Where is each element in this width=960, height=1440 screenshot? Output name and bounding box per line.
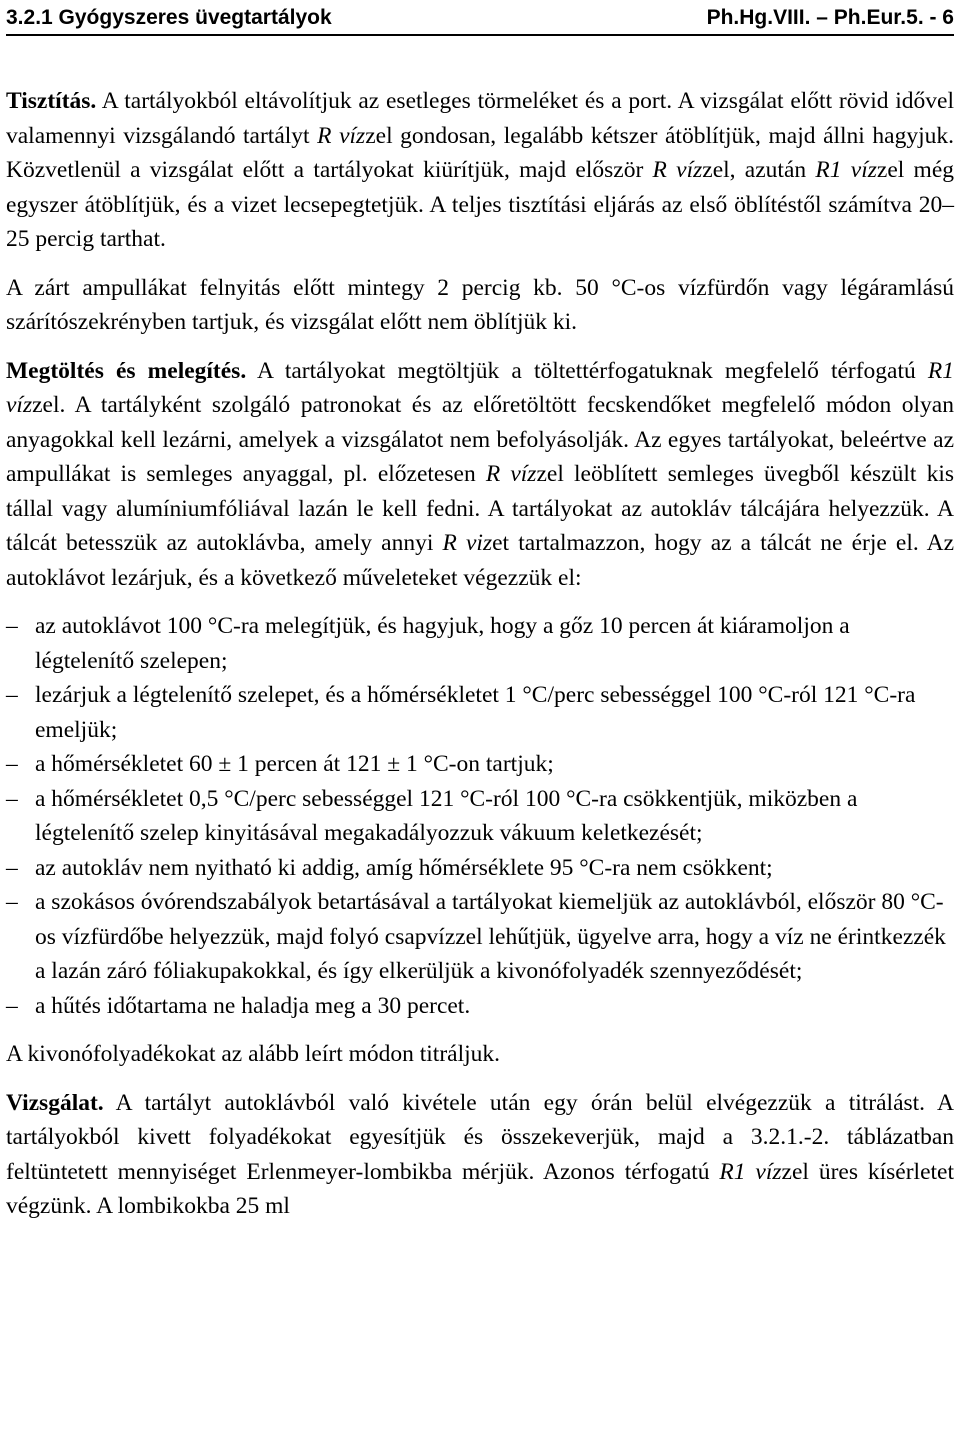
paragraph-test xyxy=(6,1086,954,1224)
list-item xyxy=(6,851,954,886)
text-run: zel üres kísérletet végzünk. A lombikokba 25 ml xyxy=(6,1158,954,1219)
text-run: zel, azután xyxy=(702,157,816,183)
text-run: zel gondosan, legalább kétszer átöblítjük, majd állni hagyjuk. Közvetlenül a vizsgálat előtt a tartályokat kiürítjük, majd először xyxy=(6,122,954,183)
step-text: az autoklávot 100 °C-ra melegítjük, és hagyjuk, hogy a gőz 10 percen át kiáramoljon a légtelenítő szelepen; xyxy=(35,613,850,674)
step-text: a hőmérsékletet 0,5 °C/perc sebességgel 121 °C-ról 100 °C-ra csökkentjük, miközben a légtelenítő szelep kinyitásával megakadályozzuk vákuum keletkezését; xyxy=(35,785,858,846)
list-item xyxy=(6,885,954,989)
section-title: 3.2.1 Gyógyszeres üvegtartályok xyxy=(6,6,332,29)
page-header xyxy=(6,4,954,36)
list-item xyxy=(6,989,954,1024)
paragraph-ampoules: A zárt ampullákat felnyitás előtt mintegy 2 percig kb. 50 °C-os vízfürdőn vagy légáramlású szárítószekrényben tartjuk, és vizsgálat előtt nem öblítjük ki. xyxy=(6,274,954,335)
paragraph-cleaning xyxy=(6,84,954,257)
text-run: zel leöblített semleges üvegből készült kis tállal vagy alumíniumfóliával lazán le kell fedni. A tartályokat az autokláv tálcájára helyezzük. A tálcát betesszük az autoklávba, amely annyi xyxy=(6,461,954,556)
step-text: a szokásos óvórendszabályok betartásával a tartályokat kiemeljük az autoklávból, először 80 °C-os vízfürdőbe helyezzük, majd folyó csapvízzel lehűtjük, ügyelve arra, hogy a víz ne érintkezzék a lazán záró fóliakupakokkal, és így elkerüljük a kivonófolyadék szennyeződését; xyxy=(35,889,946,984)
step-text: az autokláv nem nyitható ki addig, amíg hőmérséklete 95 °C-ra nem csökkent; xyxy=(35,854,773,881)
dash-bullet: – xyxy=(6,751,18,777)
italic-reagent: R1 víz xyxy=(6,357,954,418)
list-item xyxy=(6,782,954,851)
italic-reagent: R víz xyxy=(485,461,537,487)
list-item xyxy=(6,678,954,747)
italic-reagent: R viz xyxy=(442,530,493,556)
dash-bullet: – xyxy=(6,613,18,639)
heading-test: Vizsgálat. xyxy=(6,1089,104,1116)
document-body xyxy=(6,84,954,1238)
italic-reagent: R1 víz xyxy=(815,157,877,183)
dash-bullet: – xyxy=(6,682,18,708)
step-text: lezárjuk a légtelenítő szelepet, és a hőmérsékletet 1 °C/perc sebességgel 100 °C-ról 121 °C-ra emeljük; xyxy=(35,682,916,743)
step-text: a hűtés időtartama ne haladja meg a 30 percet. xyxy=(35,992,471,1019)
italic-reagent: R1 víz xyxy=(719,1158,782,1185)
autoclave-steps-list xyxy=(6,609,954,1023)
italic-reagent: R víz xyxy=(317,122,366,149)
text-run: zel még egyszer átöblítjük, és a vizet lecsepegtetjük. A teljes tisztítási eljárás az első öblítéstől számítva 20–25 percig tarthat. xyxy=(6,157,955,252)
dash-bullet: – xyxy=(6,992,18,1019)
dash-bullet: – xyxy=(6,854,18,881)
text-run: et tartalmazzon, hogy az a tálcát ne érje el. Az autoklávot lezárjuk, és a következő műveleteket végezzük el: xyxy=(6,530,954,591)
text-run: A tartályt autoklávból való kivétele után egy órán belül elvégezzük a titrálást. A tartályokból kivett folyadékokat egyesítjük és összekeverjük, majd a 3.2.1.-2. táblázatban feltüntetett mennyiséget Erlenmeyer-lombikba mérjük. Azonos térfogatú xyxy=(6,1089,954,1185)
italic-reagent: R víz xyxy=(652,157,703,183)
heading-filling-heating: Megtöltés és melegítés. xyxy=(6,357,247,384)
paragraph-titration-note: A kivonófolyadékokat az alább leírt módon titráljuk. xyxy=(6,1041,501,1067)
heading-cleaning: Tisztítás. xyxy=(6,88,97,114)
step-text: a hőmérsékletet 60 ± 1 percen át 121 ± 1 °C-on tartjuk; xyxy=(35,751,554,777)
list-item xyxy=(6,609,954,678)
list-item xyxy=(6,747,954,782)
text-run: A tartályokat megtöltjük a töltettérfogatuknak megfelelő térfogatú xyxy=(246,357,928,384)
text-run: zel. A tartályként szolgáló patronokat és az előretöltött fecskendőket megfelelő módon olyan anyagokkal kell lezárni, amelyek a vizsgálatot nem befolyásolják. Az egyes tartályokat, beleértve az ampullákat is semleges anyaggal, pl. előzetesen xyxy=(6,392,954,487)
text-run: A tartályokból eltávolítjuk az esetleges törmeléket és a port. A vizsgálat előtt rövid idővel valamennyi vizsgálandó tartályt xyxy=(6,88,954,149)
paragraph-filling-heating xyxy=(6,354,954,596)
dash-bullet: – xyxy=(6,889,18,915)
pharmacopoeia-reference: Ph.Hg.VIII. – Ph.Eur.5. - 6 xyxy=(706,6,954,29)
dash-bullet: – xyxy=(6,785,18,812)
